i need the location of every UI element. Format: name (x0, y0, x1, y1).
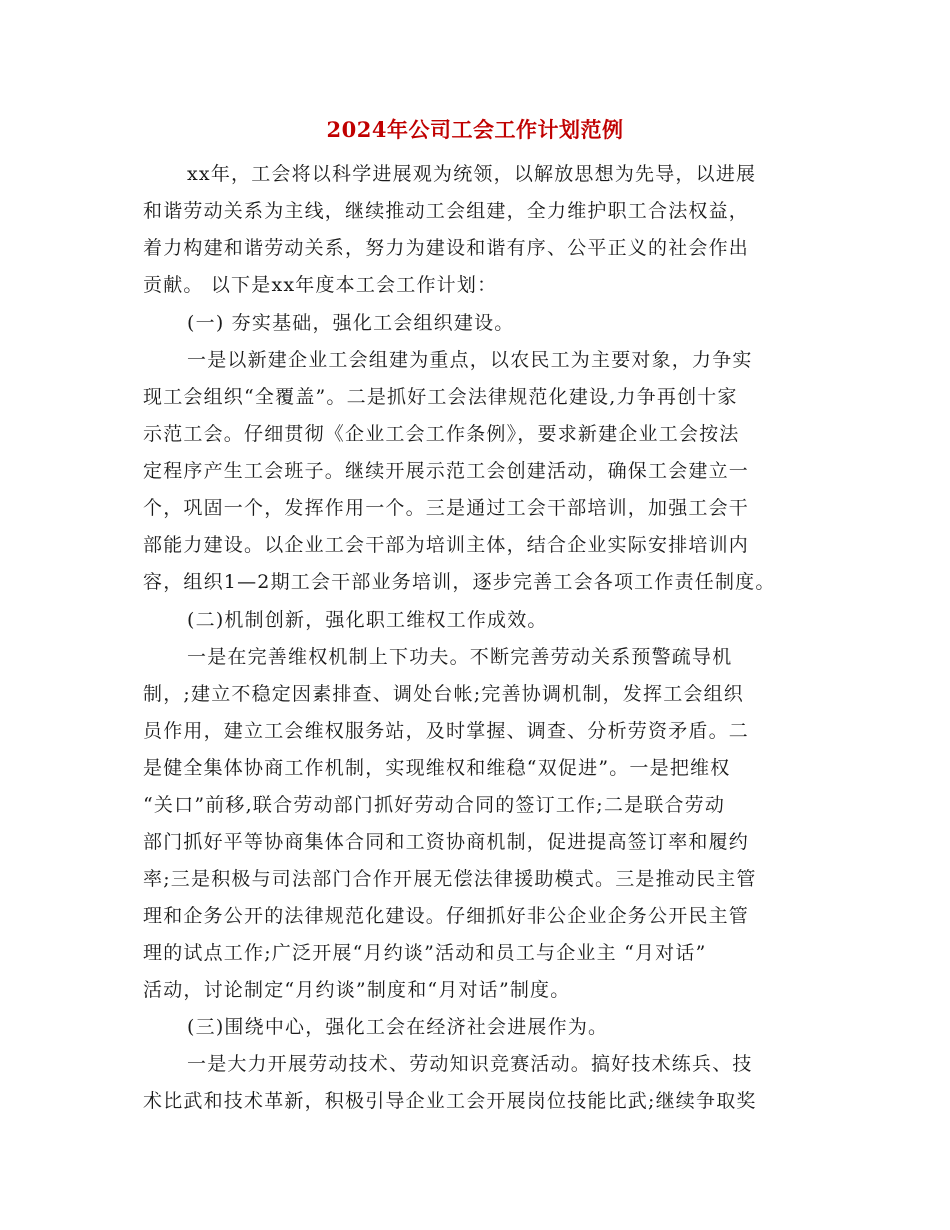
paragraph-line: 员作用，建立工会维权服务站，及时掌握、调查、分析劳资矛盾。二 (143, 720, 750, 742)
paragraph-line: 理的试点工作;广泛开展“月约谈”活动和员工与企业主 “月对话” (143, 942, 707, 964)
paragraph-line: 一是在完善维权机制上下功夫。不断完善劳动关系预警疏导机 (187, 646, 733, 668)
document-title: 2024年公司工会工作计划范例 (326, 117, 624, 142)
section-heading: (三)围绕中心，强化工会在经济社会进展作为。 (187, 1016, 609, 1038)
paragraph-line: 贡献。 以下是xx年度本工会工作计划： (143, 274, 498, 296)
paragraph-line: 率;三是积极与司法部门合作开展无偿法律援助模式。三是推动民主管 (143, 868, 757, 890)
paragraph-line: 部门抓好平等协商集体合同和工资协商机制，促进提高签订率和履约 (143, 831, 750, 853)
paragraph-line: xx年，工会将以科学进展观为统领，以解放思想为先导，以进展 (187, 163, 757, 185)
paragraph-line: 部能力建设。以企业工会干部为培训主体，结合企业实际安排培训内 (143, 534, 750, 556)
paragraph-line: 和谐劳动关系为主线，继续推动工会组建，全力维护职工合法权益， (143, 200, 750, 222)
paragraph-line: 理和企务公开的法律规范化建设。仔细抓好非公企业企务公开民主管 (143, 905, 750, 927)
paragraph-line: 定程序产生工会班子。继续开展示范工会创建活动，确保工会建立一 (143, 460, 750, 482)
paragraph-line: 示范工会。仔细贯彻《企业工会工作条例》，要求新建企业工会按法 (143, 423, 740, 445)
paragraph-line: 个，巩固一个，发挥作用一个。三是通过工会干部培训，加强工会干 (143, 497, 750, 519)
paragraph-line: 术比武和技术革新，积极引导企业工会开展岗位技能比武;继续争取奖 (143, 1090, 757, 1112)
section-heading: (一) 夯实基础，强化工会组织建设。 (187, 312, 515, 334)
paragraph-line: 一是大力开展劳动技术、劳动知识竞赛活动。搞好技术练兵、技 (187, 1053, 753, 1075)
paragraph-line: 容，组织1—2期工会干部业务培训，逐步完善工会各项工作责任制度。 (143, 571, 776, 593)
paragraph-line: 活动，讨论制定“月约谈”制度和“月对话”制度。 (143, 979, 571, 1001)
paragraph-line: 制，;建立不稳定因素排查、调处台帐;完善协调机制，发挥工会组织 (143, 683, 745, 705)
paragraph-line: 着力构建和谐劳动关系，努力为建设和谐有序、公平正义的社会作出 (143, 237, 750, 259)
section-heading: (二)机制创新，强化职工维权工作成效。 (187, 609, 548, 631)
paragraph-line: 现工会组织“全覆盖”。二是抓好工会法律规范化建设,力争再创十家 (143, 386, 738, 408)
paragraph-line: 是健全集体协商工作机制，实现维权和维稳“双促进”。一是把维权 (143, 757, 731, 779)
paragraph-line: “关口”前移,联合劳动部门抓好劳动合同的签订工作;二是联合劳动 (143, 794, 726, 816)
paragraph-line: 一是以新建企业工会组建为重点，以农民工为主要对象，力争实 (187, 349, 753, 371)
